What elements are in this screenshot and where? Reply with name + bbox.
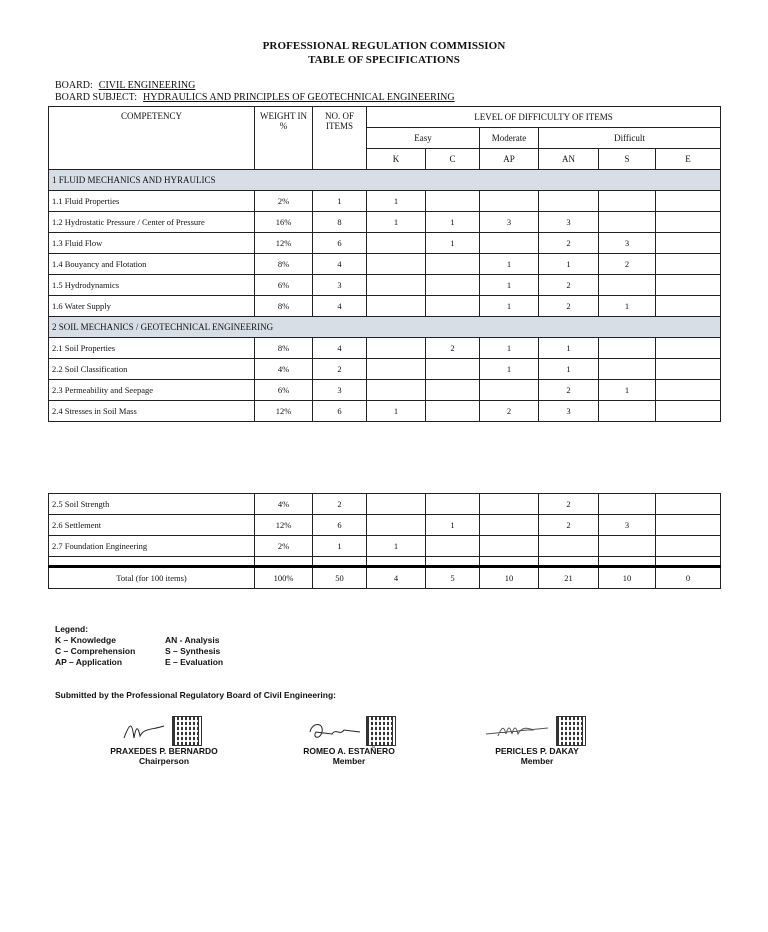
spacer-cell bbox=[367, 557, 426, 567]
section-title: 2 SOIL MECHANICS / GEOTECHNICAL ENGINEERING bbox=[49, 317, 721, 338]
items-cell: 3 bbox=[313, 380, 367, 401]
c-cell bbox=[426, 275, 480, 296]
k-cell bbox=[367, 275, 426, 296]
k-cell bbox=[367, 254, 426, 275]
legend-item: E – Evaluation bbox=[165, 657, 224, 667]
competency-cell: 2.6 Settlement bbox=[49, 515, 255, 536]
header-difficulty: LEVEL OF DIFFICULTY OF ITEMS bbox=[367, 107, 721, 128]
an-cell: 2 bbox=[539, 380, 599, 401]
k-cell bbox=[367, 494, 426, 515]
table-row bbox=[49, 191, 721, 212]
c-cell bbox=[426, 359, 480, 380]
competency-cell: 2.2 Soil Classification bbox=[49, 359, 255, 380]
e-cell: 0 bbox=[656, 567, 721, 589]
e-cell bbox=[656, 233, 721, 254]
board-line bbox=[55, 80, 195, 91]
spacer-cell bbox=[599, 557, 656, 567]
header-items: NO. OF ITEMS bbox=[313, 107, 367, 170]
an-cell: 2 bbox=[539, 275, 599, 296]
signer-chairperson bbox=[104, 716, 224, 766]
ap-cell bbox=[480, 515, 539, 536]
ap-cell: 1 bbox=[480, 275, 539, 296]
subject-label: BOARD SUBJECT: bbox=[55, 92, 138, 103]
c-cell: 5 bbox=[426, 567, 480, 589]
qr-code-icon bbox=[556, 716, 586, 746]
document-title: TABLE OF SPECIFICATIONS bbox=[308, 54, 460, 66]
table-row bbox=[49, 254, 721, 275]
e-cell bbox=[656, 515, 721, 536]
submitted-by: Submitted by the Professional Regulatory Board of Civil Engineering: bbox=[55, 690, 337, 700]
e-cell bbox=[656, 275, 721, 296]
table-row bbox=[49, 212, 721, 233]
s-cell bbox=[599, 275, 656, 296]
board-value: CIVIL ENGINEERING bbox=[98, 80, 196, 91]
competency-cell: 1.3 Fluid Flow bbox=[49, 233, 255, 254]
s-cell: 3 bbox=[599, 515, 656, 536]
ap-cell bbox=[480, 494, 539, 515]
spacer-cell bbox=[49, 557, 255, 567]
competency-cell: 1.2 Hydrostatic Pressure / Center of Pressure bbox=[49, 212, 255, 233]
an-cell: 1 bbox=[539, 254, 599, 275]
signature-area bbox=[478, 716, 596, 744]
signature-scrawl-icon bbox=[306, 720, 362, 742]
legend-item: AP – Application bbox=[55, 657, 123, 667]
k-cell bbox=[367, 233, 426, 254]
c-cell bbox=[426, 254, 480, 275]
spacer-cell bbox=[480, 557, 539, 567]
e-cell bbox=[656, 401, 721, 422]
weight-cell: 4% bbox=[255, 359, 313, 380]
an-cell: 2 bbox=[539, 233, 599, 254]
c-cell bbox=[426, 296, 480, 317]
table-row bbox=[49, 275, 721, 296]
table-row bbox=[49, 380, 721, 401]
k-cell: 1 bbox=[367, 401, 426, 422]
c-cell bbox=[426, 191, 480, 212]
e-cell bbox=[656, 536, 721, 557]
subject-value: HYDRAULICS AND PRINCIPLES OF GEOTECHNICAL ENGINEERING bbox=[143, 92, 455, 103]
header-s: S bbox=[599, 149, 656, 170]
weight-cell: 6% bbox=[255, 275, 313, 296]
signer-name: ROMEO A. ESTAÑERO bbox=[303, 746, 395, 756]
s-cell bbox=[599, 494, 656, 515]
legend-item: S – Synthesis bbox=[165, 646, 221, 656]
header-weight: WEIGHT IN % bbox=[255, 107, 313, 170]
s-cell bbox=[599, 536, 656, 557]
s-cell bbox=[599, 212, 656, 233]
table-row bbox=[49, 233, 721, 254]
header-an: AN bbox=[539, 149, 599, 170]
c-cell bbox=[426, 536, 480, 557]
ap-cell: 1 bbox=[480, 254, 539, 275]
c-cell bbox=[426, 494, 480, 515]
section-row bbox=[49, 317, 721, 338]
ap-cell: 1 bbox=[480, 296, 539, 317]
spacer-cell bbox=[313, 557, 367, 567]
e-cell bbox=[656, 212, 721, 233]
signature-scrawl-icon bbox=[122, 720, 166, 742]
weight-cell: 6% bbox=[255, 380, 313, 401]
c-cell: 1 bbox=[426, 212, 480, 233]
c-cell: 2 bbox=[426, 338, 480, 359]
k-cell: 1 bbox=[367, 212, 426, 233]
an-cell: 3 bbox=[539, 212, 599, 233]
items-cell: 2 bbox=[313, 359, 367, 380]
items-cell: 6 bbox=[313, 515, 367, 536]
legend-title: Legend: bbox=[55, 624, 89, 634]
k-cell: 1 bbox=[367, 536, 426, 557]
signer-role: Chairperson bbox=[138, 756, 190, 766]
e-cell bbox=[656, 359, 721, 380]
an-cell: 2 bbox=[539, 515, 599, 536]
table-row bbox=[49, 401, 721, 422]
competency-cell: Total (for 100 items) bbox=[49, 567, 255, 589]
k-cell bbox=[367, 380, 426, 401]
signer-name: PERICLES P. DAKAY bbox=[495, 746, 579, 756]
items-cell: 2 bbox=[313, 494, 367, 515]
ap-cell: 1 bbox=[480, 338, 539, 359]
items-cell: 4 bbox=[313, 254, 367, 275]
ap-cell: 10 bbox=[480, 567, 539, 589]
table-row bbox=[49, 536, 721, 557]
k-cell: 1 bbox=[367, 191, 426, 212]
items-cell: 1 bbox=[313, 191, 367, 212]
competency-cell: 1.5 Hydrodynamics bbox=[49, 275, 255, 296]
spacer-cell bbox=[426, 557, 480, 567]
weight-cell: 16% bbox=[255, 212, 313, 233]
ap-cell: 1 bbox=[480, 359, 539, 380]
e-cell bbox=[656, 191, 721, 212]
weight-cell: 8% bbox=[255, 338, 313, 359]
ap-cell: 2 bbox=[480, 401, 539, 422]
c-cell bbox=[426, 401, 480, 422]
items-cell: 6 bbox=[313, 233, 367, 254]
total-row bbox=[49, 567, 721, 589]
signer-member-1 bbox=[294, 716, 404, 766]
header-c: C bbox=[426, 149, 480, 170]
table-row bbox=[49, 338, 721, 359]
competency-cell: 2.3 Permeability and Seepage bbox=[49, 380, 255, 401]
ap-cell: 3 bbox=[480, 212, 539, 233]
table-row bbox=[49, 296, 721, 317]
specification-table-top bbox=[48, 106, 721, 422]
weight-cell: 12% bbox=[255, 401, 313, 422]
qr-code-icon bbox=[366, 716, 396, 746]
items-cell: 4 bbox=[313, 296, 367, 317]
weight-cell: 8% bbox=[255, 296, 313, 317]
ap-cell bbox=[480, 380, 539, 401]
weight-cell: 4% bbox=[255, 494, 313, 515]
items-cell: 6 bbox=[313, 401, 367, 422]
an-cell: 2 bbox=[539, 296, 599, 317]
spacer-cell bbox=[539, 557, 599, 567]
an-cell: 21 bbox=[539, 567, 599, 589]
legend-item: AN - Analysis bbox=[165, 635, 220, 645]
items-cell: 8 bbox=[313, 212, 367, 233]
section-row bbox=[49, 170, 721, 191]
ap-cell bbox=[480, 536, 539, 557]
an-cell bbox=[539, 191, 599, 212]
header-easy: Easy bbox=[367, 128, 480, 149]
commission-title: PROFESSIONAL REGULATION COMMISSION bbox=[262, 40, 506, 52]
header-competency: COMPETENCY bbox=[49, 107, 255, 170]
spacer-cell bbox=[255, 557, 313, 567]
subject-line bbox=[55, 92, 455, 103]
spacer-cell bbox=[656, 557, 721, 567]
legend-right-column bbox=[165, 635, 223, 668]
an-cell: 1 bbox=[539, 359, 599, 380]
c-cell: 1 bbox=[426, 233, 480, 254]
k-cell bbox=[367, 338, 426, 359]
k-cell: 4 bbox=[367, 567, 426, 589]
signature-scrawl-icon bbox=[484, 720, 550, 742]
signer-role: Member bbox=[332, 756, 366, 766]
s-cell bbox=[599, 401, 656, 422]
competency-cell: 1.4 Bouyancy and Flotation bbox=[49, 254, 255, 275]
signer-name: PRAXEDES P. BERNARDO bbox=[110, 746, 218, 756]
weight-cell: 2% bbox=[255, 191, 313, 212]
table-row bbox=[49, 359, 721, 380]
competency-cell: 1.1 Fluid Properties bbox=[49, 191, 255, 212]
table-row bbox=[49, 515, 721, 536]
c-cell: 1 bbox=[426, 515, 480, 536]
qr-code-icon bbox=[172, 716, 202, 746]
e-cell bbox=[656, 380, 721, 401]
an-cell bbox=[539, 536, 599, 557]
header-moderate: Moderate bbox=[480, 128, 539, 149]
ap-cell bbox=[480, 191, 539, 212]
an-cell: 2 bbox=[539, 494, 599, 515]
weight-cell: 100% bbox=[255, 567, 313, 589]
ap-cell bbox=[480, 233, 539, 254]
header-e: E bbox=[656, 149, 721, 170]
weight-cell: 2% bbox=[255, 536, 313, 557]
header-k: K bbox=[367, 149, 426, 170]
specification-table-continued bbox=[48, 493, 721, 589]
e-cell bbox=[656, 338, 721, 359]
s-cell bbox=[599, 338, 656, 359]
items-cell: 1 bbox=[313, 536, 367, 557]
s-cell: 10 bbox=[599, 567, 656, 589]
signer-member-2 bbox=[478, 716, 596, 766]
k-cell bbox=[367, 515, 426, 536]
legend-item: C – Comprehension bbox=[55, 646, 136, 656]
c-cell bbox=[426, 380, 480, 401]
spacer-row bbox=[49, 557, 721, 567]
competency-cell: 2.1 Soil Properties bbox=[49, 338, 255, 359]
weight-cell: 12% bbox=[255, 515, 313, 536]
an-cell: 3 bbox=[539, 401, 599, 422]
s-cell bbox=[599, 359, 656, 380]
signature-area bbox=[294, 716, 404, 744]
header-difficult: Difficult bbox=[539, 128, 721, 149]
table-row bbox=[49, 494, 721, 515]
competency-cell: 2.4 Stresses in Soil Mass bbox=[49, 401, 255, 422]
e-cell bbox=[656, 296, 721, 317]
competency-cell: 2.5 Soil Strength bbox=[49, 494, 255, 515]
k-cell bbox=[367, 359, 426, 380]
section-title: 1 FLUID MECHANICS AND HYRAULICS bbox=[49, 170, 721, 191]
s-cell: 2 bbox=[599, 254, 656, 275]
competency-cell: 2.7 Foundation Engineering bbox=[49, 536, 255, 557]
legend bbox=[55, 624, 223, 668]
s-cell: 3 bbox=[599, 233, 656, 254]
competency-cell: 1.6 Water Supply bbox=[49, 296, 255, 317]
items-cell: 4 bbox=[313, 338, 367, 359]
legend-item: K – Knowledge bbox=[55, 635, 116, 645]
s-cell: 1 bbox=[599, 380, 656, 401]
header-ap: AP bbox=[480, 149, 539, 170]
s-cell bbox=[599, 191, 656, 212]
k-cell bbox=[367, 296, 426, 317]
e-cell bbox=[656, 494, 721, 515]
s-cell: 1 bbox=[599, 296, 656, 317]
items-cell: 3 bbox=[313, 275, 367, 296]
signer-role: Member bbox=[520, 756, 554, 766]
weight-cell: 12% bbox=[255, 233, 313, 254]
signature-area bbox=[104, 716, 224, 744]
e-cell bbox=[656, 254, 721, 275]
board-label: BOARD: bbox=[55, 80, 93, 91]
items-cell: 50 bbox=[313, 567, 367, 589]
an-cell: 1 bbox=[539, 338, 599, 359]
legend-left-column bbox=[55, 635, 165, 668]
weight-cell: 8% bbox=[255, 254, 313, 275]
